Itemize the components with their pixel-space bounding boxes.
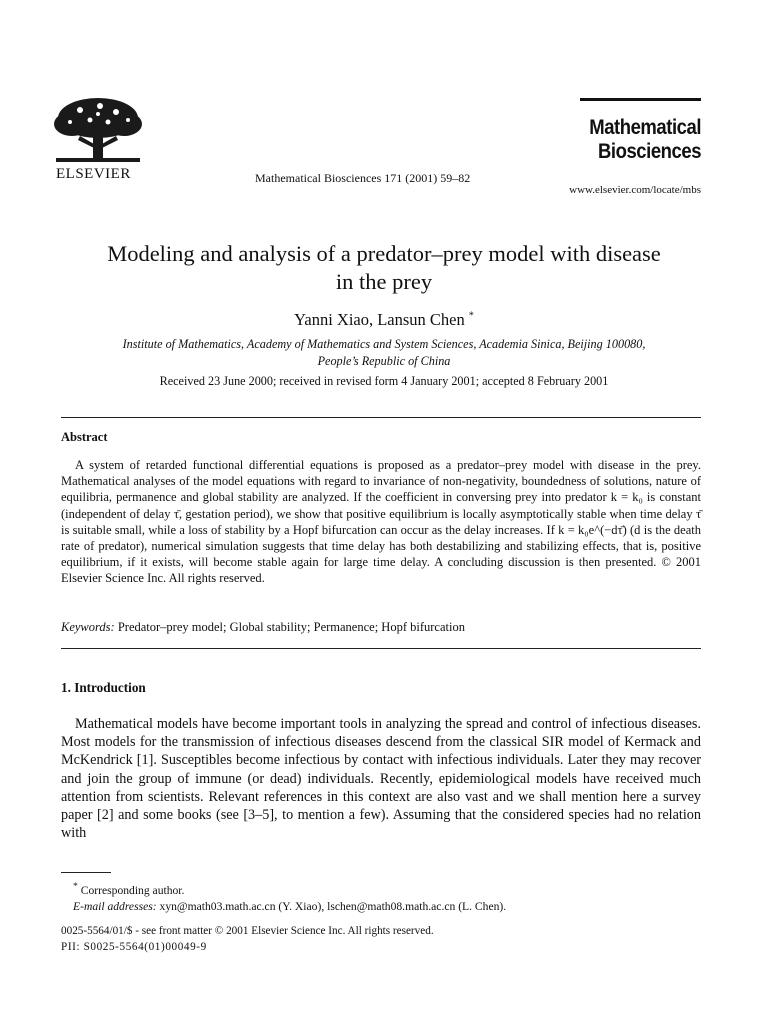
corresponding-author-mark: * bbox=[468, 310, 474, 322]
footnote-mark: * bbox=[73, 881, 78, 892]
publisher-name: ELSEVIER bbox=[56, 166, 131, 182]
keywords-label: Keywords: bbox=[61, 620, 115, 634]
article-title-line1: Modeling and analysis of a predator–prey model with disease bbox=[107, 241, 661, 266]
journal-name-line1: Mathematical bbox=[589, 116, 701, 139]
keywords-text: Predator–prey model; Global stability; Permanence; Hopf bifurcation bbox=[117, 620, 465, 634]
section-heading-introduction: 1. Introduction bbox=[61, 680, 146, 695]
footer-pii: PII: S0025-5564(01)00049-9 bbox=[61, 941, 207, 953]
tree-icon bbox=[50, 96, 146, 166]
journal-name-line2: Biosciences bbox=[597, 140, 701, 163]
journal-name bbox=[589, 116, 701, 164]
footnote-rule bbox=[61, 872, 111, 873]
received-dates: Received 23 June 2000; received in revised form 4 January 2001; accepted 8 February 2001 bbox=[159, 374, 609, 388]
abstract-text: A system of retarded functional differential equations is proposed as a predator–prey model with disease in the prey. Mathematical analyses of the model equations with regard to invariance of non-negativity, boundedness of solutions, nature of equilibria, permanence and global stability are analyzed. If the coefficient in conversing prey into predator k = k₀ is constant (independent of delay τ̄, gestation period), we show that positive equilibrium is locally asymptotically stable when time delay τ̄ is suitable small, while a loss of stability by a Hopf bifurcation can occur as the delay increases. If k = k₀e^(−dτ̄) (d is the death rate of predator), numerical simulation suggests that time delay has both destabilizing and stabilizing effects, that is, positive equilibrium, if it exists, will become stable again for large time delay. A concluding discussion is then presented. © 2001 Elsevier Science Inc. All rights reserved. bbox=[61, 458, 701, 586]
introduction-text: Mathematical models have become important tools in analyzing the spread and control of infectious diseases. Most models for the transmission of infectious diseases descend from the classical SIR model of Kermack and McKendrick [1]. Susceptibles become infectious by contact with infectious individuals. Later they may recover and join the group of immune (or dead) individuals. Recently, epidemiological models have received much attention from scientists. Relevant references in this context are also vast and we shall mention here a survey paper [2] and some books (see [3–5], to mention a few). Assuming that the considered species had no relation with bbox=[61, 716, 701, 842]
footnote-emails bbox=[61, 899, 506, 915]
journal-name-rule bbox=[580, 98, 701, 101]
divider-top bbox=[61, 417, 701, 418]
abstract-heading: Abstract bbox=[61, 430, 108, 444]
article-title-line2: in the prey bbox=[335, 269, 433, 294]
email-label: E-mail addresses: bbox=[73, 899, 157, 913]
footnote-corresponding-text: Corresponding author. bbox=[80, 883, 185, 897]
email-addresses[interactable]: xyn@math03.math.ac.cn (Y. Xiao), lschen@math08.math.ac.cn (L. Chen). bbox=[159, 899, 507, 913]
article-title bbox=[50, 240, 718, 296]
keywords bbox=[61, 620, 465, 635]
author-affiliation bbox=[70, 336, 698, 370]
footer-copyright: 0025-5564/01/$ - see front matter © 2001 Elsevier Science Inc. All rights reserved. bbox=[61, 925, 434, 937]
journal-citation: Mathematical Biosciences 171 (2001) 59–82 bbox=[255, 171, 471, 185]
journal-url[interactable]: www.elsevier.com/locate/mbs bbox=[569, 184, 701, 196]
footnote-corresponding bbox=[61, 879, 506, 899]
page-footer bbox=[61, 923, 434, 955]
affiliation-line2: People’s Republic of China bbox=[317, 354, 451, 368]
affiliation-line1: Institute of Mathematics, Academy of Mathematics and System Sciences, Academia Sinica, Beijing 100080, bbox=[122, 337, 646, 351]
divider-bottom bbox=[61, 648, 701, 649]
author-list bbox=[50, 310, 718, 330]
footnotes bbox=[61, 879, 506, 915]
author-names: Yanni Xiao, Lansun Chen bbox=[294, 310, 465, 329]
